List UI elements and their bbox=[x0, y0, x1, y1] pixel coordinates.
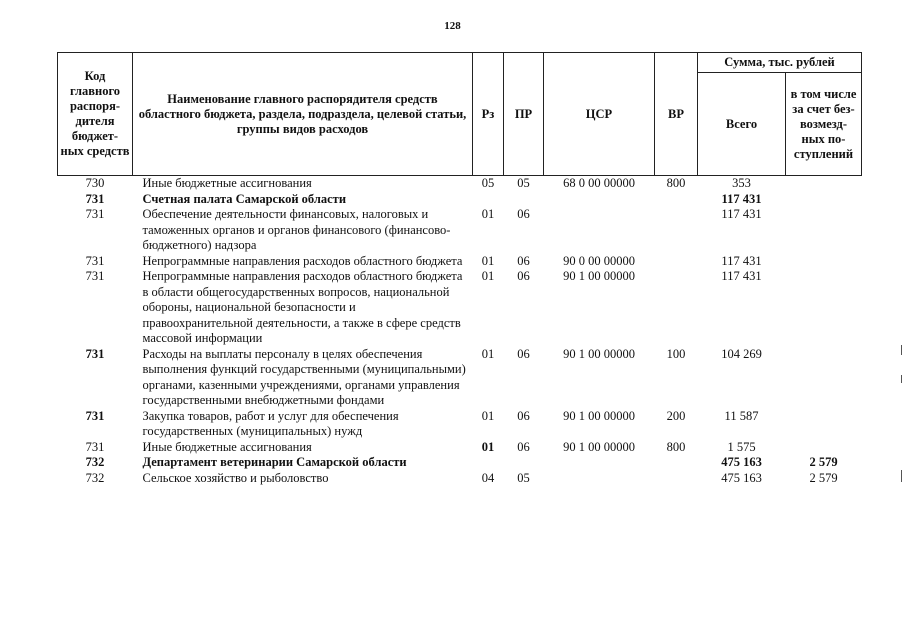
row-rz: 05 bbox=[481, 176, 495, 190]
row-csr: 68 0 00 00000 bbox=[563, 176, 635, 190]
row-name: Непрограммные направления расходов областного бюджета bbox=[142, 253, 463, 268]
row-name: Непрограммные направления расходов областного бюджета в области общегосударственных вопросов, национальной обороны, национальной безопасности и правоохранительной деятельности, а также в сфере средств массовой информации bbox=[142, 269, 463, 345]
row-free bbox=[786, 192, 862, 208]
table-row bbox=[58, 176, 862, 192]
table-row bbox=[58, 440, 862, 456]
table-row bbox=[58, 409, 862, 440]
table-row bbox=[58, 192, 862, 208]
scan-margin-mark bbox=[901, 345, 902, 355]
row-name: Счетная палата Самарской области bbox=[142, 191, 347, 206]
row-free bbox=[786, 347, 862, 409]
row-csr: 90 1 00 00000 bbox=[563, 408, 635, 423]
table-row bbox=[58, 207, 862, 254]
row-pr: 05 bbox=[517, 470, 530, 485]
row-name: Департамент ветеринарии Самарской области bbox=[142, 455, 407, 469]
row-name: Иные бюджетные ассигнования bbox=[142, 439, 312, 454]
scan-margin-mark bbox=[901, 470, 902, 482]
row-free bbox=[786, 409, 862, 440]
header-sum: Сумма, тыс. рублей bbox=[698, 53, 862, 73]
row-name: Обеспечение деятельности финансовых, налоговых и таможенных органов и органов финансового (финансово-бюджетного) надзора bbox=[142, 207, 451, 252]
row-pr: 06 bbox=[517, 269, 530, 283]
row-free bbox=[786, 207, 862, 254]
header-free: в том числе за счет без- возмезд- ных по- ступлений bbox=[786, 73, 862, 176]
page-number: 128 bbox=[444, 20, 461, 32]
header-csr: ЦСР bbox=[544, 53, 655, 176]
row-rz: 01 bbox=[481, 408, 495, 423]
header-name: Наименование главного распорядителя средств областного бюджета, раздела, подраздела, целевой статьи, группы видов расходов bbox=[133, 53, 473, 176]
row-code: 731 bbox=[85, 346, 105, 361]
row-rz: 01 bbox=[481, 439, 495, 454]
table-row bbox=[58, 347, 862, 409]
table-row bbox=[58, 471, 862, 487]
row-vr bbox=[655, 269, 698, 347]
row-pr bbox=[504, 455, 544, 471]
header-rz: Рз bbox=[473, 53, 504, 176]
row-pr: 06 bbox=[517, 253, 530, 268]
row-pr: 05 bbox=[517, 176, 530, 190]
row-vr: 200 bbox=[666, 408, 686, 423]
scan-margin-mark bbox=[901, 375, 902, 383]
row-total: 117 431 bbox=[721, 253, 762, 268]
row-total: 117 431 bbox=[721, 269, 762, 283]
row-pr: 06 bbox=[517, 207, 530, 221]
row-free: 2 579 bbox=[809, 455, 838, 469]
row-csr bbox=[544, 207, 655, 254]
row-free: 2 579 bbox=[809, 470, 838, 485]
row-name: Сельское хозяйство и рыболовство bbox=[142, 470, 329, 485]
row-csr: 90 1 00 00000 bbox=[563, 439, 635, 454]
row-code: 731 bbox=[85, 253, 105, 268]
row-csr: 90 0 00 00000 bbox=[563, 253, 635, 268]
table-row bbox=[58, 455, 862, 471]
row-code: 731 bbox=[85, 439, 105, 454]
row-code: 731 bbox=[85, 408, 105, 423]
table-row bbox=[58, 269, 862, 347]
budget-table bbox=[57, 52, 862, 486]
row-free bbox=[786, 269, 862, 347]
header-code: Код главного распоря- дителя бюджет- ных средств bbox=[58, 53, 133, 176]
row-vr bbox=[655, 471, 698, 487]
row-rz: 01 bbox=[481, 253, 495, 268]
row-csr bbox=[544, 192, 655, 208]
row-total: 117 431 bbox=[721, 191, 762, 206]
row-total: 1 575 bbox=[727, 439, 756, 454]
row-pr bbox=[504, 192, 544, 208]
row-total: 475 163 bbox=[721, 470, 762, 485]
row-code: 731 bbox=[85, 207, 105, 221]
row-code: 732 bbox=[85, 455, 105, 469]
row-vr bbox=[655, 192, 698, 208]
row-vr: 800 bbox=[666, 439, 686, 454]
row-pr: 06 bbox=[517, 346, 530, 361]
row-code: 731 bbox=[85, 269, 105, 283]
row-name: Иные бюджетные ассигнования bbox=[142, 176, 312, 190]
row-free bbox=[786, 254, 862, 270]
row-rz: 04 bbox=[481, 470, 495, 485]
row-rz bbox=[473, 192, 504, 208]
row-code: 732 bbox=[85, 470, 105, 485]
row-csr: 90 1 00 00000 bbox=[563, 269, 635, 283]
row-code: 731 bbox=[85, 191, 105, 206]
row-vr bbox=[655, 207, 698, 254]
row-free bbox=[786, 440, 862, 456]
table-row bbox=[58, 254, 862, 270]
row-rz: 01 bbox=[481, 269, 495, 283]
row-code: 730 bbox=[85, 176, 105, 190]
row-total: 117 431 bbox=[721, 207, 762, 221]
row-vr: 800 bbox=[666, 176, 686, 190]
row-csr bbox=[544, 471, 655, 487]
header-vr: ВР bbox=[655, 53, 698, 176]
row-rz: 01 bbox=[481, 346, 495, 361]
row-name: Расходы на выплаты персоналу в целях обеспечения выполнения функций государственными (муниципальными) органами, казенными учреждениями, органами управления государственными внебюджетными фондами bbox=[142, 346, 466, 407]
row-total: 353 bbox=[732, 176, 751, 190]
row-total: 104 269 bbox=[721, 346, 762, 361]
row-total: 475 163 bbox=[721, 455, 762, 469]
row-vr bbox=[655, 455, 698, 471]
row-total: 11 587 bbox=[724, 408, 759, 423]
header-pr: ПР bbox=[504, 53, 544, 176]
row-free bbox=[786, 176, 862, 192]
row-pr: 06 bbox=[517, 439, 530, 454]
row-pr: 06 bbox=[517, 408, 530, 423]
row-name: Закупка товаров, работ и услуг для обеспечения государственных (муниципальных) нужд bbox=[142, 408, 399, 438]
row-rz bbox=[473, 455, 504, 471]
row-vr: 100 bbox=[666, 346, 686, 361]
row-csr: 90 1 00 00000 bbox=[563, 346, 635, 361]
row-vr bbox=[655, 254, 698, 270]
row-rz: 01 bbox=[481, 207, 495, 221]
row-csr bbox=[544, 455, 655, 471]
header-total: Всего bbox=[698, 73, 786, 176]
